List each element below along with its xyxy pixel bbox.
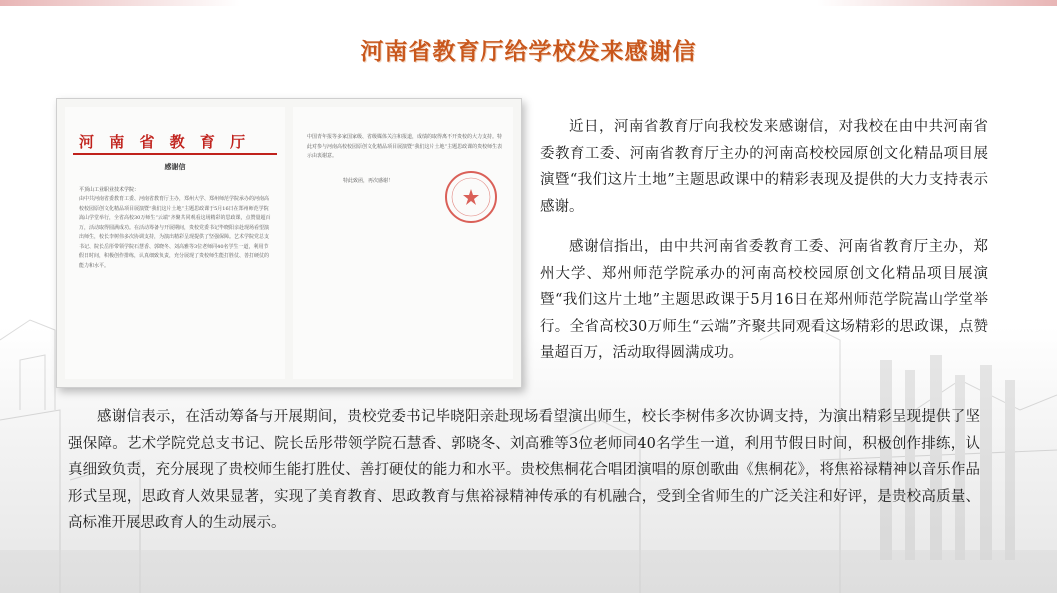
- letter-subtitle: 感谢信: [164, 162, 186, 171]
- letter-closing: 特此致函，再次感谢！: [343, 178, 394, 184]
- page-title: 河南省教育厅给学校发来感谢信: [360, 38, 697, 65]
- acknowledgement-paragraph: 感谢信表示，在活动筹备与开展期间，贵校党委书记毕晓阳亲赴现场看望演出师生，校长李树伟多次协调支持，为演出精彩呈现提供了坚强保障。艺术学院党总支书记、院长岳彤带领学院石慧香、郭晓冬、刘高雅等3位老师同40名学生一道，利用节假日时间，积极创作排练，认真细致负责，充分展现了贵校师生能打胜仗、善打硬仗的能力和水平。贵校焦桐花合唱团演唱的原创歌曲《焦桐花》，将焦裕禄精神以音乐作品形式呈现，思政育人效果显著，实现了美育教育、思政教育与焦裕禄精神传承的有机融合，受到全省师生的广泛关注和好评，是贵校高质量、高标准开展思政育人的生动展示。: [68, 409, 980, 531]
- letter-salutation: 平顶山工业职业技术学院：: [79, 187, 140, 193]
- details-paragraph: 感谢信指出，由中共河南省委教育工委、河南省教育厅主办，郑州大学、郑州师范学院承办的河南高校校园原创文化精品项目展演暨“我们这片土地”主题思政课于5月16日在郑州师范学院嵩山学堂举行。全省高校30万师生“云端”齐聚共同观看这场精彩的思政课，点赞量超百万，活动取得圆满成功。: [540, 239, 988, 361]
- thank-you-letter-image: [56, 98, 522, 388]
- intro-paragraph: 近日，河南省教育厅向我校发来感谢信，对我校在由中共河南省委教育工委、河南省教育厅主办的河南高校校园原创文化精品项目展演暨“我们这片土地”主题思政课中的精彩表现及提供的大力支持表示感谢。: [540, 119, 988, 215]
- official-seal-stamp: [443, 169, 499, 225]
- letter-page-1: [65, 107, 285, 379]
- letter-page2-text: 中国青年报等多家国家级、省级媒体关注和报道，成绩的取得离不开贵校的大力支持。特此对参与河南高校校园原创文化精品项目展演暨“我们这片土地”主题思政课的贵校师生表示由衷谢意。: [307, 134, 503, 159]
- letterhead-rule: [73, 153, 277, 155]
- letter-page-2: [293, 107, 513, 379]
- top-left-decoration: [0, 0, 240, 6]
- top-right-decoration: [817, 0, 1057, 6]
- letter-body-text: 由中共河南省委教育工委、河南省教育厅主办，郑州大学、郑州师范学院承办的河南高校校园原创文化精品项目展演暨“我们这片土地”主题思政课于5月16日在郑州师范学院嵩山学堂举行，全省高校30万师生“云端”齐聚共同观看这场精彩的思政课，点赞量超百万，活动取得圆满成功。在活动筹备与开展期间，贵校党委书记毕晓阳亲赴现场看望演出师生，校长李树伟多次协调支持，为演出精彩呈现提供了坚强保障。艺术学院党总支书记、院长岳彤带领学院石慧香、郭晓冬、刘高雅等3位老师同40名学生一道，利用节假日时间，积极创作排练，认真细致负责，充分展现了贵校师生能打胜仗、善打硬仗的能力和水平。: [79, 196, 271, 269]
- letterhead-title: 河 南 省 教 育 厅: [79, 133, 251, 151]
